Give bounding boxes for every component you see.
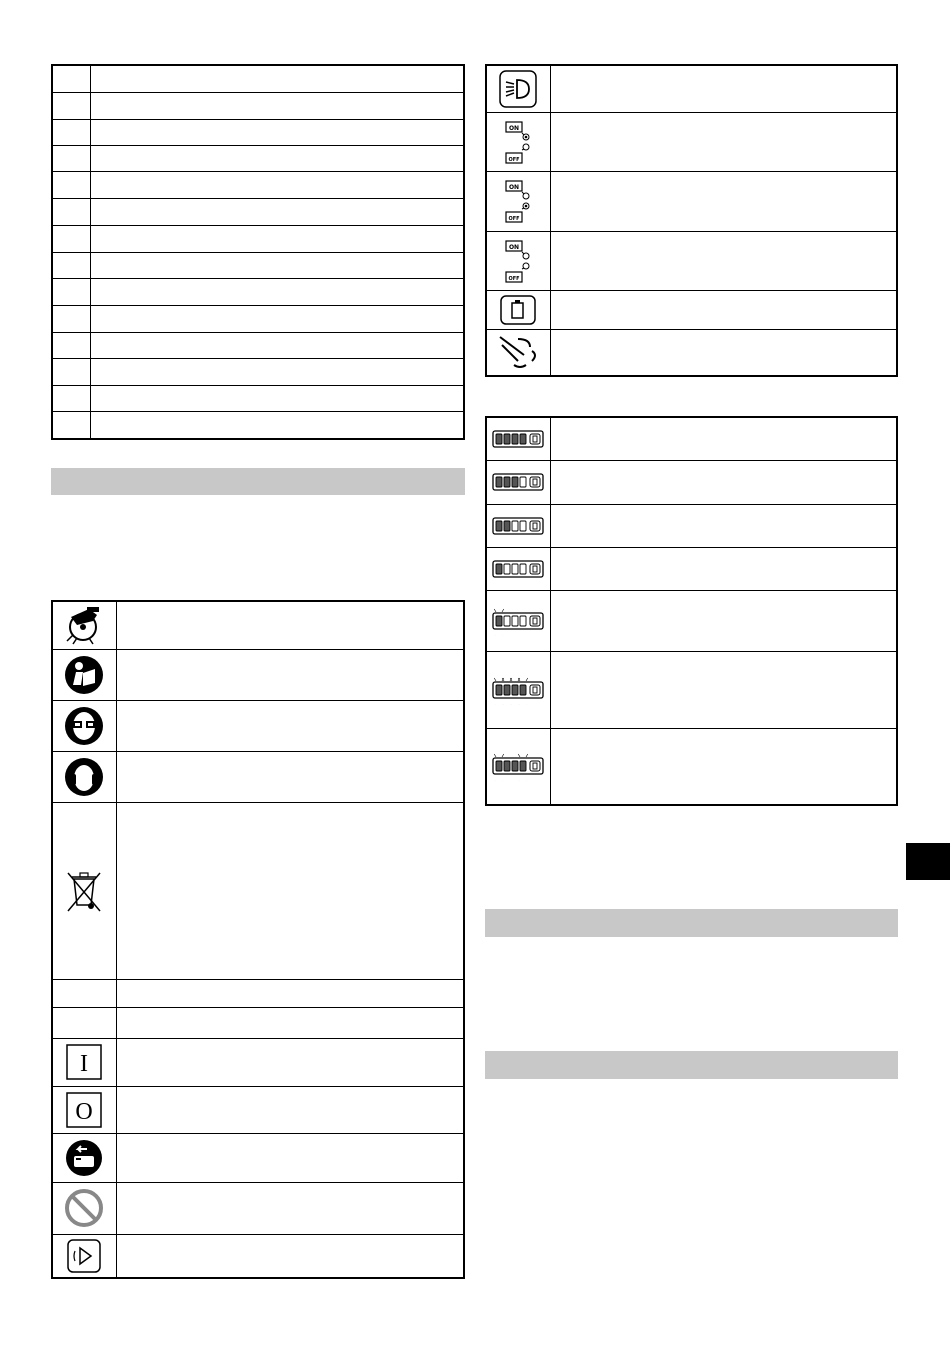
light-row: [486, 329, 897, 376]
blink-ray: [526, 754, 528, 757]
light-row: [486, 171, 897, 231]
parts-list-table: [51, 64, 465, 440]
parts-row: [52, 65, 464, 92]
power-on-symbol-icon: [52, 1038, 116, 1086]
parts-row-number-cell: [52, 119, 90, 145]
ear-protection-icon: [52, 751, 116, 802]
symbol-row: [52, 649, 464, 700]
battery-row: [486, 728, 897, 805]
parts-row-description-cell: [90, 386, 464, 412]
battery-segment: [504, 434, 510, 444]
battery-segment: [504, 477, 510, 487]
parts-row-description-cell: [90, 252, 464, 278]
battery-segment: [512, 564, 518, 574]
symbol-row: [52, 979, 464, 1007]
battery-icon: [486, 290, 550, 329]
parts-row-number-cell: [52, 225, 90, 252]
battery-segment: [512, 761, 518, 771]
battery-level-3-icon: [486, 460, 550, 504]
crossed-out-wheelie-bin-icon: [52, 802, 116, 979]
battery-segment: [496, 685, 502, 695]
parts-row-number-cell: [52, 306, 90, 333]
battery-segment: [512, 521, 518, 531]
battery-segment: [512, 434, 518, 444]
symbol-row: [52, 601, 464, 649]
battery-segment: [512, 616, 518, 626]
parts-row: [52, 412, 464, 439]
battery-segment: [520, 434, 526, 444]
parts-row-number-cell: [52, 252, 90, 278]
battery-segment: [520, 564, 526, 574]
battery-row-description-cell: [550, 728, 897, 805]
parts-row-description-cell: [90, 225, 464, 252]
parts-row-description-cell: [90, 306, 464, 333]
parts-row: [52, 92, 464, 119]
symbol-row: [52, 1007, 464, 1038]
circular-saw-icon: [52, 601, 116, 649]
symbol-row: [52, 1086, 464, 1133]
svg-text:OFF: OFF: [508, 216, 520, 222]
symbols-table: [51, 600, 465, 1279]
parts-row-number-cell: [52, 412, 90, 439]
battery-alternating-blinking-icon: [486, 728, 550, 805]
speed-setting-icon: [52, 1234, 116, 1278]
battery-row: [486, 547, 897, 590]
section-heading-band-2: [485, 909, 898, 937]
parts-row-description-cell: [90, 171, 464, 198]
read-manual-icon: [52, 649, 116, 700]
parts-row-description-cell: [90, 92, 464, 119]
section-heading-band-1: [51, 468, 465, 495]
parts-row: [52, 198, 464, 225]
light-switch-mode-3-icon: [486, 231, 550, 290]
battery-row: [486, 590, 897, 651]
battery-row: [486, 504, 897, 547]
battery-row: [486, 460, 897, 504]
battery-segment: [496, 521, 502, 531]
battery-segment: [520, 685, 526, 695]
parts-row-number-cell: [52, 333, 90, 359]
blink-ray: [494, 609, 496, 612]
battery-level-4-icon: [486, 417, 550, 460]
battery-level-1-icon: [486, 547, 550, 590]
prohibition-icon: [52, 1182, 116, 1234]
light-row: [486, 112, 897, 171]
light-status-table: [485, 64, 898, 377]
parts-row-description-cell: [90, 359, 464, 386]
blink-ray: [502, 754, 504, 757]
symbol-row: [52, 1182, 464, 1234]
battery-segment: [504, 521, 510, 531]
parts-row-description-cell: [90, 119, 464, 145]
parts-row: [52, 119, 464, 145]
symbol-row: [52, 1038, 464, 1086]
battery-segment: [512, 685, 518, 695]
section-heading-band-3: [485, 1051, 898, 1079]
symbol-row: [52, 1234, 464, 1278]
battery-row-description-cell: [550, 590, 897, 651]
parts-row-description-cell: [90, 412, 464, 439]
parts-row: [52, 359, 464, 386]
parts-row-number-cell: [52, 145, 90, 171]
battery-row: [486, 417, 897, 460]
light-row: [486, 290, 897, 329]
parts-row-description-cell: [90, 279, 464, 306]
blink-ray: [494, 754, 496, 757]
light-switch-mode-2-icon: [486, 171, 550, 231]
light-row: [486, 65, 897, 112]
parts-row-number-cell: [52, 171, 90, 198]
parts-row-description-cell: [90, 333, 464, 359]
parts-row: [52, 145, 464, 171]
symbol-row: [52, 1133, 464, 1182]
svg-text:ON: ON: [509, 243, 520, 251]
parts-row-number-cell: [52, 359, 90, 386]
battery-level-table: [485, 416, 898, 806]
battery-segment: [496, 616, 502, 626]
remove-battery-icon: [52, 1133, 116, 1182]
symbol-row: [52, 700, 464, 751]
parts-row-number-cell: [52, 92, 90, 119]
light-row: [486, 231, 897, 290]
battery-row-description-cell: [550, 417, 897, 460]
language-tab-marker: [906, 843, 950, 880]
battery-segment: [512, 477, 518, 487]
battery-segment: [520, 761, 526, 771]
battery-segment: [496, 434, 502, 444]
overheat-warning-icon: [486, 329, 550, 376]
svg-text:OFF: OFF: [508, 156, 520, 163]
parts-row: [52, 386, 464, 412]
parts-row-description-cell: [90, 145, 464, 171]
battery-row-description-cell: [550, 504, 897, 547]
light-switch-mode-1-icon: [486, 112, 550, 171]
battery-segment: [496, 761, 502, 771]
battery-row-description-cell: [550, 547, 897, 590]
battery-segment: [520, 616, 526, 626]
battery-segment: [504, 564, 510, 574]
svg-text:I: I: [80, 1051, 89, 1077]
blink-ray: [494, 678, 496, 681]
battery-segment: [520, 477, 526, 487]
symbol-row: [52, 751, 464, 802]
safety-goggles-icon: [52, 700, 116, 751]
work-light-icon: [486, 65, 550, 112]
svg-text:ON: ON: [509, 124, 520, 132]
battery-segment: [504, 616, 510, 626]
battery-row: [486, 651, 897, 728]
battery-row-description-cell: [550, 651, 897, 728]
battery-level-2-icon: [486, 504, 550, 547]
battery-row-description-cell: [550, 460, 897, 504]
parts-row: [52, 252, 464, 278]
battery-all-blinking-icon: [486, 651, 550, 728]
parts-row-description-cell: [90, 65, 464, 92]
blink-ray: [502, 609, 504, 612]
battery-segment: [504, 685, 510, 695]
parts-row-description-cell: [90, 198, 464, 225]
battery-segment: [496, 477, 502, 487]
parts-row-number-cell: [52, 198, 90, 225]
battery-segment: [504, 761, 510, 771]
svg-text:ON: ON: [509, 184, 520, 191]
parts-row-number-cell: [52, 386, 90, 412]
symbol-row: [52, 802, 464, 979]
blink-ray: [526, 678, 528, 681]
svg-text:OFF: OFF: [508, 275, 520, 282]
blink-ray: [518, 754, 520, 757]
power-off-symbol-icon: [52, 1086, 116, 1133]
parts-row: [52, 171, 464, 198]
parts-row: [52, 333, 464, 359]
parts-row: [52, 225, 464, 252]
parts-row: [52, 279, 464, 306]
battery-segment: [520, 521, 526, 531]
parts-row: [52, 306, 464, 333]
battery-level-1-blinking-icon: [486, 590, 550, 651]
parts-row-number-cell: [52, 65, 90, 92]
parts-row-number-cell: [52, 279, 90, 306]
battery-segment: [496, 564, 502, 574]
svg-text:O: O: [75, 1098, 93, 1125]
